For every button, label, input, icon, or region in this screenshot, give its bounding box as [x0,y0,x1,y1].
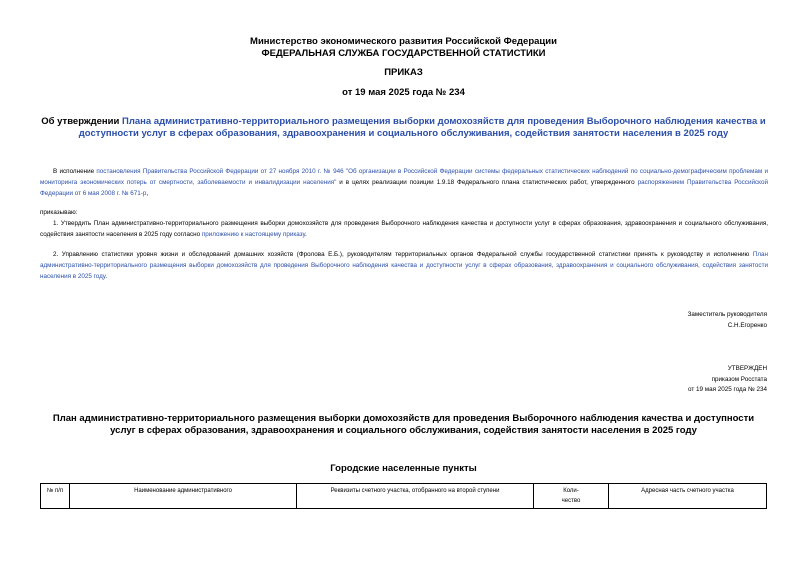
subject-link[interactable]: Плана административно-территориального размещения выборки домохозяйств для проведения Выборочного наблюдения качества и доступности услуг в сферах образования, здравоохранения и социального обслуживания, содействия занятости населения в 2025 году [78,116,766,139]
doc-type: ПРИКАЗ [384,67,423,78]
approval-line-2: приказом Росстата [711,375,767,383]
header-ministry [0,36,807,60]
signature-name: С.Н.Егоренко [727,322,767,329]
signature-position: Заместитель руководителя [687,311,767,318]
col-district-details: Реквизиты счетного участка, отобранного на второй ступени [297,484,534,509]
plan-table [40,483,767,509]
paragraph-item-1 [40,218,768,240]
col-admin-name: Наименование административного [70,484,297,509]
resolution-link[interactable]: постановления Правительства Российской Федерации от 27 ноября 2010 г. № 946 "Об организации в Российской Федерации системы федеральных статистических наблюдений по социально-демографическим проблемам и мониторинга экономических потерь от смертности, заболеваемости и инвалидизации населения" [40,168,769,186]
approval-block [547,364,767,396]
p3-text-b: . [305,231,307,238]
paragraph-order: приказываю: [40,209,78,216]
section-title: Городские населенные пункты [330,463,477,474]
approval-line-3: от 19 мая 2025 года № 234 [688,386,767,393]
col-quantity: Коли- чество [534,484,609,509]
col-number: № п/п [41,484,70,509]
doc-date-number: от 19 мая 2025 года № 234 [342,87,465,98]
plan-title: План административно-территориального размещения выборки домохозяйств для проведения Выборочного наблюдения качества и доступности услуг в сферах образования, здравоохранения и социального обслуживания, содействия занятости населения в 2025 году [52,413,755,436]
p1-text-b: исполнение [57,168,97,175]
col-address: Адресная часть счетного участка [609,484,767,509]
p1-text-c: и в целях реализации позиции 1.9.18 Федерального плана статистических работ, утвержденного [336,179,638,186]
p4-text-b: . [105,273,108,280]
p1-text-a: В [53,168,58,175]
table-header-row [41,484,767,509]
p4-text-a: 2. Управлению статистики уровня жизни и обследований домашних хозяйств (Фролова Е.Б.), руководителям территориальных органов Федеральной службы государственной статистики принять к руководству и исполнению [53,251,753,258]
ministry-name: Министерство экономического развития Российской Федерации [250,36,557,47]
plan-link[interactable]: План административно-территориального размещения выборки домохозяйств для проведения Выборочного наблюдения качества и доступности услуг в сферах образования, здравоохранения и социального обслуживания, содействия занятости населения в 2025 году [40,251,768,280]
subject-prefix: Об утверждении [41,116,122,127]
doc-subject [40,116,767,140]
appendix-link[interactable]: приложению к настоящему приказу [201,231,306,238]
paragraph-item-2 [40,249,768,282]
order-link[interactable]: распоряжением Правительства Российской Федерации от 6 мая 2008 г. № 671-р [40,179,768,197]
paragraph-basis [40,166,768,199]
p3-text-a: 1. Утвердить План административно-территориального размещения выборки домохозяйств для проведения Выборочного наблюдения качества и доступности услуг в сферах образования, здравоохранения и социального обслуживания, содействия занятости населения в 2025 году согласно [40,220,768,238]
approval-line-1: УТВЕРЖДЕН [727,365,767,372]
service-name: ФЕДЕРАЛЬНАЯ СЛУЖБА ГОСУДАРСТВЕННОЙ СТАТИСТИКИ [261,48,546,59]
p1-text-d: , [146,190,149,197]
signature-block [567,309,767,331]
